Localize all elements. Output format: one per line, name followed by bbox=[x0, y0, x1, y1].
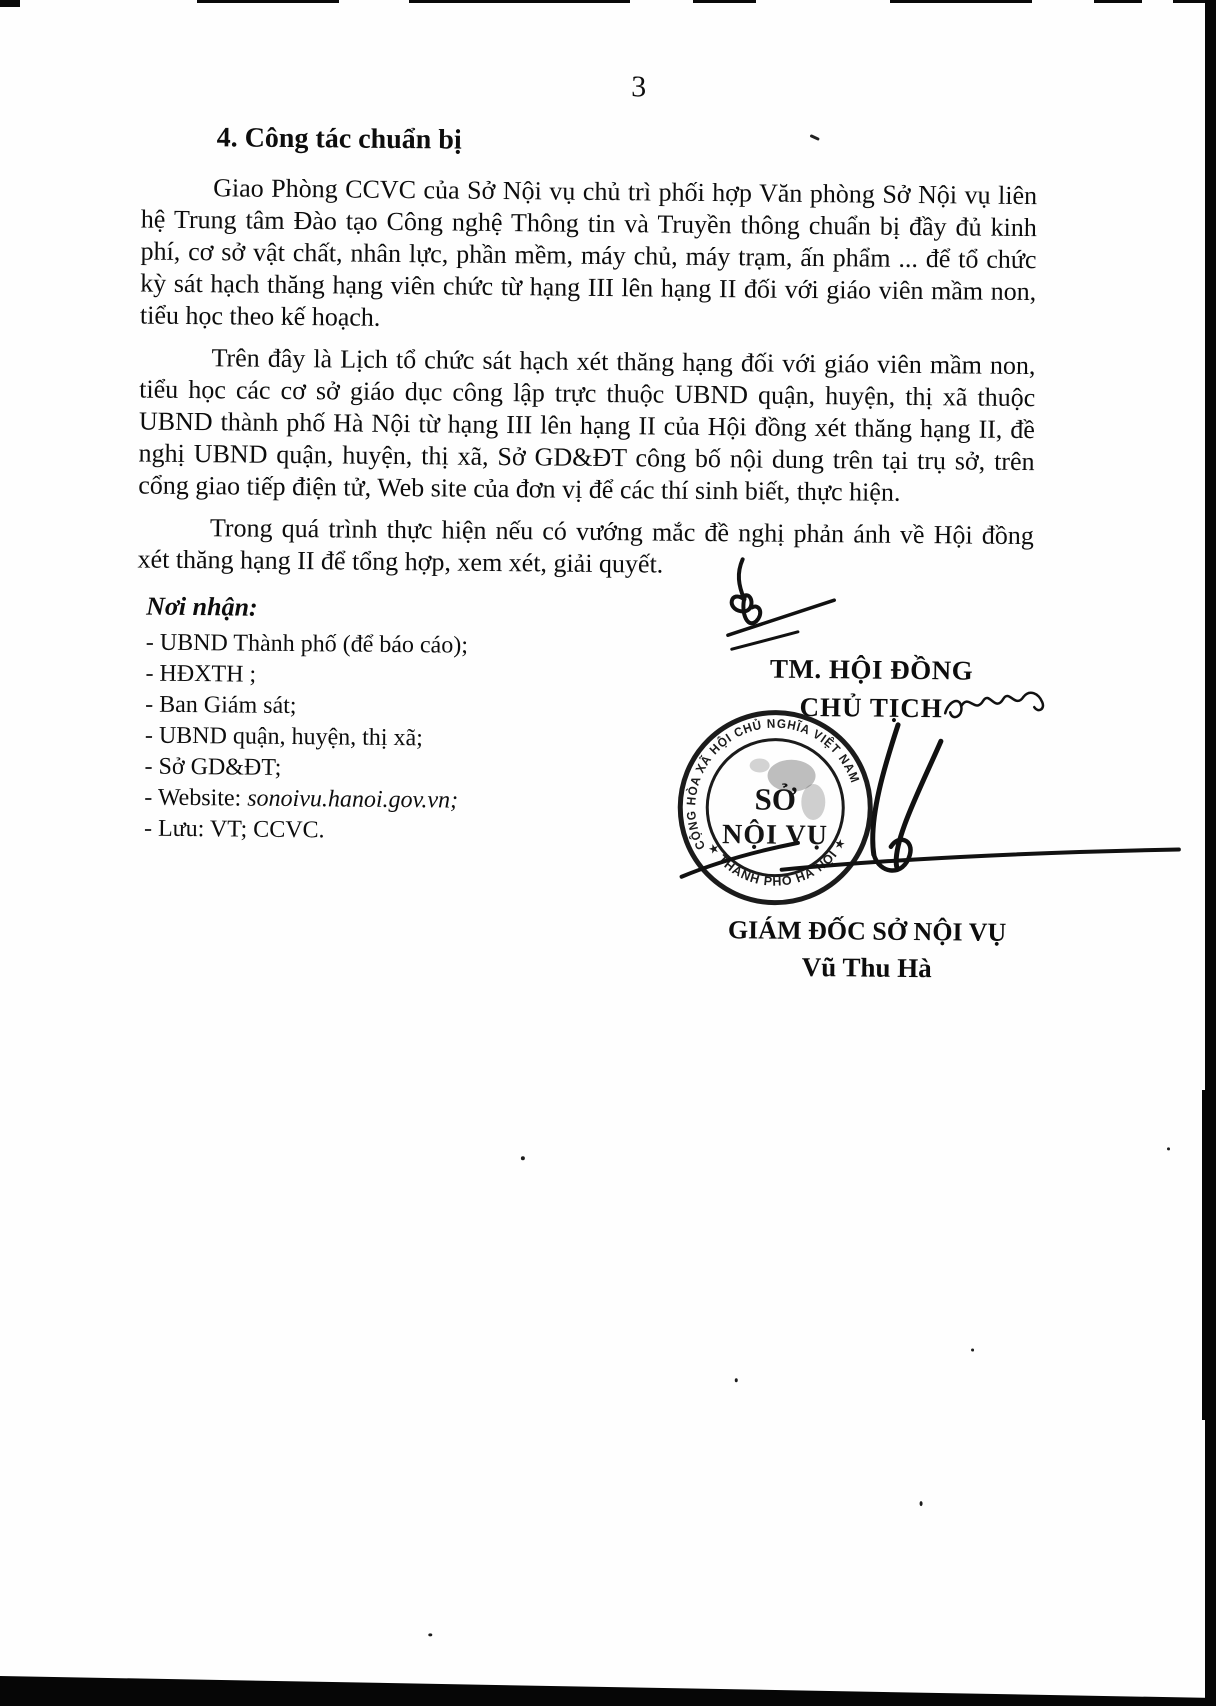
signer-position: GIÁM ĐỐC SỞ NỘI VỤ bbox=[727, 915, 1007, 947]
recipient-item: - Sở GD&ĐT; bbox=[144, 753, 282, 781]
paragraph-1 bbox=[140, 172, 1037, 341]
scan-edge-artifact bbox=[197, 0, 339, 3]
scan-edge-artifact bbox=[1202, 1090, 1207, 1420]
scan-speck bbox=[971, 1349, 974, 1352]
seal-center-line2: NỘI VỤ bbox=[721, 819, 829, 852]
seal-ring-top-text: CỘNG HÒA XÃ HỘI CHỦ NGHĨA VIỆT NAM bbox=[684, 716, 863, 852]
recipients-block bbox=[144, 592, 469, 848]
text-line: cổng giao tiếp điện tử, Web site của đơn vị để các thí sinh biết, thực hiện. bbox=[138, 470, 901, 507]
scan-edge-artifact bbox=[890, 0, 1032, 3]
recipient-item-website bbox=[144, 783, 466, 817]
scan-edge-artifact bbox=[1094, 0, 1142, 3]
recipient-item: - UBND quận, huyện, thị xã; bbox=[144, 722, 423, 752]
text-line: phí, cơ sở vật chất, nhân lực, phần mềm, máy chủ, máy trạm, ấn phẩm ... để tổ chức bbox=[140, 236, 1037, 275]
section-heading: 4. Công tác chuẩn bị bbox=[216, 122, 462, 156]
scan-edge-artifact bbox=[693, 0, 756, 3]
scan-speck bbox=[735, 1378, 738, 1382]
text-line: tiểu học các cơ sở giáo dục công lập trực thuộc UBND quận, huyện, thị xã thuộc bbox=[139, 374, 1036, 413]
recipient-item: - Ban Giám sát; bbox=[145, 691, 297, 720]
paragraph-3 bbox=[137, 512, 1034, 585]
text-line: Trên đây là Lịch tổ chức sát hạch xét thăng hạng đối với giáo viên mầm non, bbox=[211, 343, 1036, 381]
scan-speck bbox=[428, 1633, 432, 1636]
signer-name: Vũ Thu Hà bbox=[801, 951, 932, 984]
seal-ring-bottom-text: ★ THÀNH PHỐ HÀ NỘI ★ bbox=[704, 834, 850, 889]
scan-edge-artifact bbox=[0, 0, 20, 7]
paragraph-2 bbox=[138, 342, 1035, 511]
scan-edge-artifact bbox=[409, 0, 630, 3]
handwritten-initial bbox=[684, 549, 855, 661]
website-prefix: - Website: bbox=[144, 784, 248, 812]
text-line: nghị UBND quận, huyện, thị xã, Sở GD&ĐT công bố nội dung trên tại trụ sở, trên bbox=[138, 438, 1035, 477]
website-url: sonoivu.hanoi.gov.vn; bbox=[247, 785, 459, 814]
body-text bbox=[137, 172, 1037, 585]
recipient-item: - UBND Thành phố (để báo cáo); bbox=[145, 629, 469, 659]
text-line: xét thăng hạng II để tổng hợp, xem xét, giải quyết. bbox=[137, 544, 664, 579]
recipient-item: - Lưu: VT; CCVC. bbox=[143, 815, 325, 844]
seal-center-line1: SỞ bbox=[754, 781, 797, 817]
signature-strokes bbox=[651, 690, 1193, 895]
scan-speck bbox=[920, 1501, 923, 1506]
recipients-label: Nơi nhận: bbox=[146, 591, 258, 622]
scan-edge-artifact bbox=[1205, 0, 1216, 1706]
page-number: 3 bbox=[631, 70, 648, 104]
text-line: Trong quá trình thực hiện nếu có vướng mắc đề nghị phản ánh về Hội đồng bbox=[209, 513, 1035, 551]
text-line: UBND thành phố Hà Nội từ hạng III lên hạng II của Hội đồng xét thăng hạng II, đề bbox=[138, 406, 1036, 445]
scan-mark bbox=[810, 134, 820, 141]
recipient-item: - HĐXTH ; bbox=[145, 660, 257, 688]
text-line: tiểu học theo kế hoạch. bbox=[139, 300, 381, 332]
signing-authority-line: TM. HỘI ĐỒNG bbox=[769, 653, 974, 686]
scan-speck bbox=[521, 1156, 525, 1160]
scan-speck bbox=[1167, 1147, 1170, 1150]
text-line: hệ Trung tâm Đào tạo Công nghệ Thông tin và Truyền thông chuẩn bị đầy đủ kinh bbox=[140, 204, 1037, 243]
text-line: kỳ sát hạch thăng hạng viên chức từ hạng III lên hạng II đối với giáo viên mầm non, bbox=[140, 268, 1037, 307]
signer-title: CHỦ TỊCH bbox=[799, 691, 944, 724]
text-line: Giao Phòng CCVC của Sở Nội vụ chủ trì phối hợp Văn phòng Sở Nội vụ liên bbox=[213, 173, 1038, 211]
